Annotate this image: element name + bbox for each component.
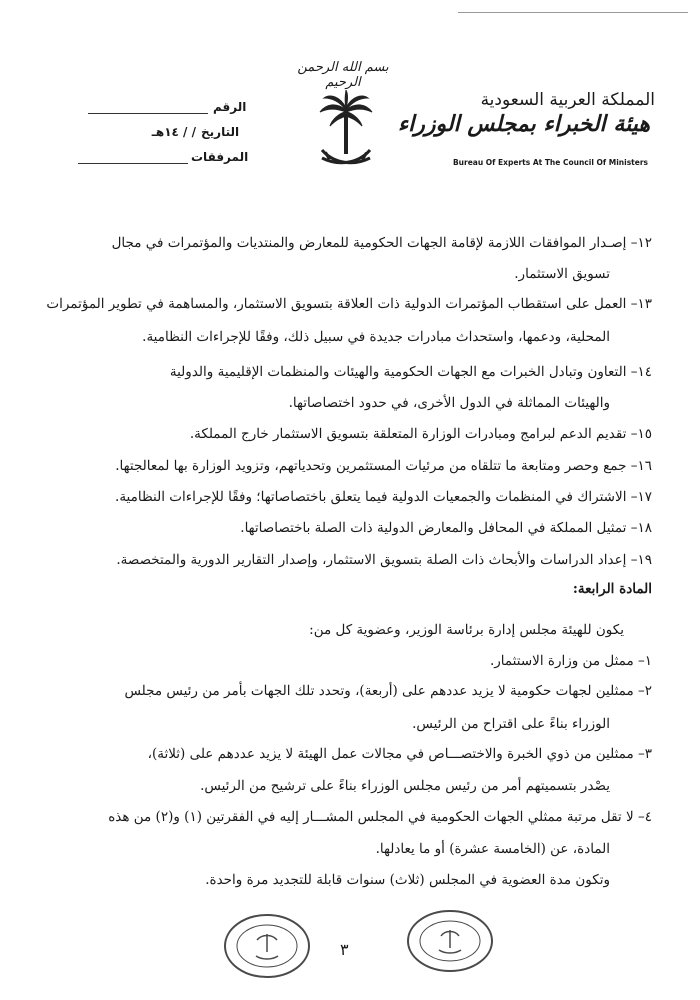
page-number: ٣ <box>340 940 349 959</box>
text-line: المحلية، ودعمها، واستحداث مبادرات جديدة في سبيل ذلك، وفقًا للإجراءات النظامية. <box>142 329 610 345</box>
text-line: يكون للهيئة مجلس إدارة برئاسة الوزير، وعضوية كل من: <box>309 622 624 638</box>
bureau-title-en: Bureau Of Experts At The Council Of Ministers <box>452 158 648 167</box>
text-line: تسويق الاستثمار. <box>514 266 610 282</box>
text-line: ١– ممثل من وزارة الاستثمار. <box>489 653 652 669</box>
top-rule <box>458 12 688 13</box>
text-line: والهيئات المماثلة في الدول الأخرى، في حدود اختصاصاتها. <box>288 395 610 411</box>
bureau-title-ar: هيئة الخبراء بمجلس الوزراء <box>397 112 650 137</box>
kingdom-seal-icon <box>405 908 495 974</box>
text-line: ١٥– تقديم الدعم لبرامج ومبادرات الوزارة المتعلقة بتسويق الاستثمار خارج المملكة. <box>189 426 652 442</box>
text-line: ٢– ممثلين لجهات حكومية لا يزيد عددهم على (أربعة)، وتحدد تلك الجهات بأمر من رئيس مجلس <box>124 683 652 699</box>
ministry-seal-icon <box>222 912 312 980</box>
text-line: ٣– ممثلين من ذوي الخبرة والاختصـــاص في مجالات عمل الهيئة لا يزيد عددهم على (ثلاثة)، <box>147 746 652 762</box>
attachments-line <box>78 163 188 164</box>
text-line: ١٦– جمع وحصر ومتابعة ما تتلقاه من مرئيات المستثمرين وتحدياتهم، وتزويد الوزارة بها لمعالجتها. <box>115 458 652 474</box>
text-line: ١٩– إعداد الدراسات والأبحاث ذات الصلة بتسويق الاستثمار، وإصدار التقارير الدورية والمتخصصة. <box>116 552 652 568</box>
text-line: ١٢– إصـدار الموافقات اللازمة لإقامة الجهات الحكومية للمعارض والمنتديات والمؤتمرات في مجال <box>111 235 652 251</box>
date-label: التاريخ <box>201 125 240 139</box>
text-line: وتكون مدة العضوية في المجلس (ثلاث) سنوات قابلة للتجديد مرة واحدة. <box>205 872 610 888</box>
attachments-label: المرفقات <box>191 150 249 164</box>
text-line: المادة، عن (الخامسة عشرة) أو ما يعادلها. <box>375 841 610 857</box>
article-heading: المادة الرابعة: <box>572 581 652 597</box>
text-line: ١٨– تمثيل المملكة في المحافل والمعارض الدولية ذات الصلة باختصاصاتها. <box>240 520 652 536</box>
text-line: الوزراء بناءً على اقتراح من الرئيس. <box>412 716 610 732</box>
text-line: ٤– لا تقل مرتبة ممثلي الجهات الحكومية في المجلس المشـــار إليه في الفقرتين (١) و(٢) من هذه <box>108 809 652 825</box>
saudi-emblem-icon <box>318 90 374 176</box>
basmala-calligraphy: بسم الله الرحمن الرحيم <box>297 60 389 90</box>
ref-label: الرقم <box>213 100 247 114</box>
date-value: / / ١٤هـ <box>151 125 196 139</box>
kingdom-title: المملكة العربية السعودية <box>480 90 655 110</box>
text-line: ١٧– الاشتراك في المنظمات والجمعيات الدولية فيما يتعلق باختصاصاتها؛ وفقًا للإجراءات النظامية. <box>115 489 652 505</box>
text-line: ١٣– العمل على استقطاب المؤتمرات الدولية ذات العلاقة بتسويق الاستثمار، والمساهمة في تطوير المؤتمرات <box>46 296 652 312</box>
ref-line <box>88 113 208 114</box>
text-line: يصْدر بتسميتهم أمر من رئيس مجلس الوزراء بناءً على ترشيح من الرئيس. <box>200 778 610 794</box>
text-line: ١٤– التعاون وتبادل الخبرات مع الجهات الحكومية والهيئات والمنظمات الإقليمية والدولية <box>169 364 652 380</box>
